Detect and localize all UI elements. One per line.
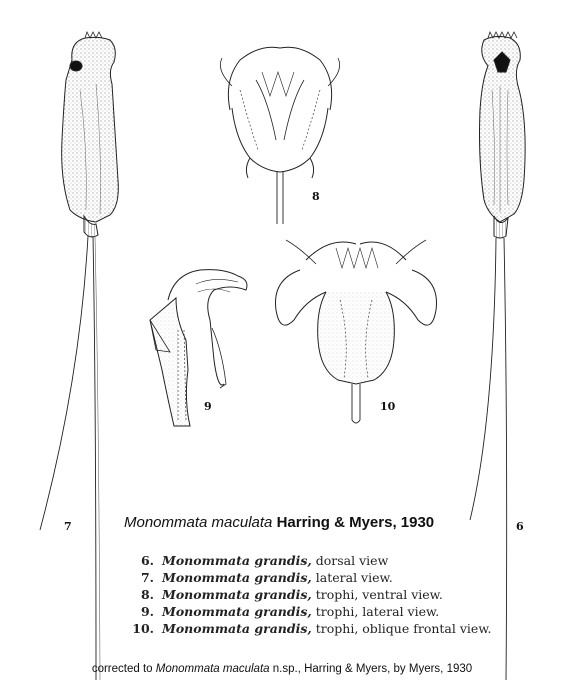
caption-species: Monommata grandis,	[162, 621, 312, 636]
caption-item	[124, 569, 544, 586]
species-authority: Harring & Myers, 1930	[276, 514, 435, 531]
caption-description: dorsal view	[315, 553, 389, 568]
figure-caption-list	[124, 552, 544, 637]
figure-label-9: 9	[204, 400, 212, 413]
caption-item	[124, 603, 544, 620]
figure-label-8: 8	[312, 190, 320, 203]
caption-number: 9.	[140, 604, 154, 619]
figure-label-6: 6	[516, 520, 524, 533]
figure-9-trophi-lateral	[150, 270, 247, 426]
caption-description: trophi, lateral view.	[315, 604, 440, 619]
caption-species: Monommata grandis,	[162, 587, 312, 602]
figure-label-10: 10	[380, 400, 396, 413]
caption-description: trophi, oblique frontal view.	[315, 621, 492, 636]
caption-number: 6.	[140, 553, 154, 568]
footer-species: Monommata maculata	[155, 663, 270, 675]
caption-description: trophi, ventral view.	[315, 587, 443, 602]
figure-label-7: 7	[64, 520, 72, 533]
species-name: Monommata maculata	[124, 514, 273, 531]
caption-species: Monommata grandis,	[162, 553, 312, 568]
footer-prefix: corrected to	[91, 663, 153, 675]
caption-number: 7.	[140, 570, 154, 585]
caption-description: lateral view.	[315, 570, 393, 585]
caption-species: Monommata grandis,	[162, 570, 312, 585]
caption-number: 10.	[132, 621, 154, 636]
caption-item	[124, 586, 544, 603]
species-title	[124, 514, 434, 531]
caption-item	[124, 552, 544, 569]
figure-10-trophi-oblique-frontal	[276, 240, 437, 423]
figure-8-trophi-ventral	[220, 47, 339, 224]
caption-number: 8.	[140, 587, 154, 602]
caption-item	[124, 620, 544, 637]
footer-suffix: n.sp., Harring & Myers, by Myers, 1930	[272, 663, 473, 675]
figure-7-lateral-view	[40, 32, 118, 680]
caption-species: Monommata grandis,	[162, 604, 312, 619]
correction-note	[0, 663, 564, 675]
